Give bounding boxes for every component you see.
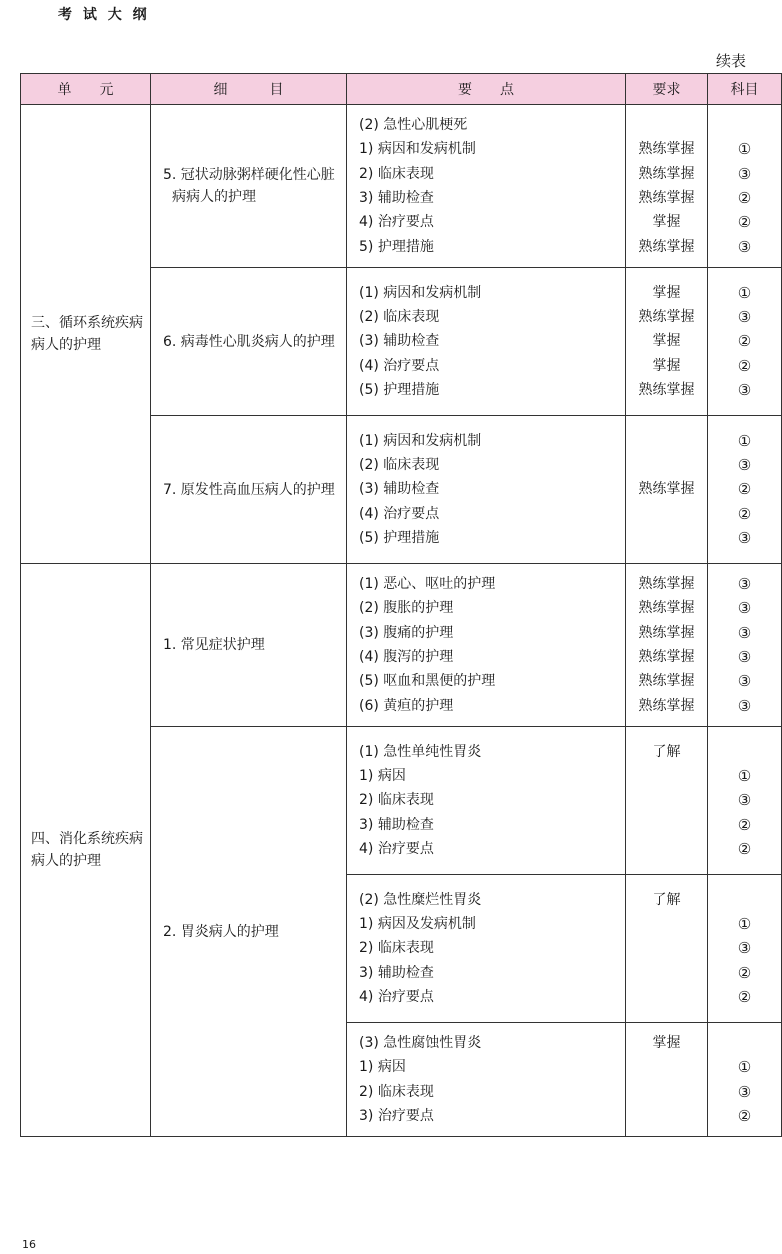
requirement-line: 熟练掌握 [638, 600, 695, 617]
requirement-line: 熟练掌握 [638, 165, 695, 182]
subject-line: ① [737, 283, 752, 302]
points-cell [347, 875, 626, 1023]
point-line: (2) 急性糜烂性胃炎 [359, 891, 482, 908]
table-row [21, 105, 782, 268]
subject-line [708, 113, 781, 137]
item-label: 2. 胃炎病人的护理 [163, 923, 279, 940]
point-line: (2) 临床表现 [359, 309, 440, 326]
subject-line: ③ [737, 164, 752, 183]
requirement-line: 了解 [652, 743, 681, 760]
item-cell [151, 105, 347, 268]
requirement-line: 掌握 [652, 214, 681, 231]
requirement-line: 熟练掌握 [638, 381, 695, 398]
point-line: 2) 临床表现 [359, 940, 434, 957]
requirement-line: 熟练掌握 [638, 141, 695, 158]
point-line: (1) 病因和发病机制 [359, 284, 482, 301]
requirement-line: 熟练掌握 [638, 238, 695, 255]
item-cell [151, 727, 347, 1137]
requirement-line: 熟练掌握 [638, 673, 695, 690]
point-line: (1) 恶心、呕吐的护理 [359, 576, 496, 593]
requirement-line: 掌握 [652, 333, 681, 350]
subject-line: ② [737, 963, 752, 982]
unit-cell [21, 105, 151, 564]
subject-line: ③ [737, 672, 752, 691]
subject-line: ③ [737, 575, 752, 594]
point-line: (3) 辅助检查 [359, 481, 440, 498]
subject-line: ② [737, 213, 752, 232]
point-line: 4) 治疗要点 [359, 214, 434, 231]
point-line: (4) 治疗要点 [359, 505, 440, 522]
subject-line: ③ [737, 623, 752, 642]
requirement-line: 熟练掌握 [638, 190, 695, 206]
point-line: (4) 治疗要点 [359, 357, 440, 374]
item-cell [151, 416, 347, 564]
unit-label: 四、消化系统疾病病人的护理 [31, 831, 143, 869]
requirement-cell [626, 105, 708, 268]
requirement-line: 掌握 [652, 1034, 681, 1051]
requirement-line [626, 936, 707, 960]
points-cell [347, 564, 626, 727]
point-line: 1) 病因和发病机制 [359, 141, 476, 158]
point-line: (3) 急性腐蚀性胃炎 [359, 1034, 482, 1051]
points-cell [347, 105, 626, 268]
subject-line: ③ [737, 380, 752, 399]
point-line: (1) 急性单纯性胃炎 [359, 743, 482, 760]
points-cell [347, 1023, 626, 1137]
point-line: 5) 护理措施 [359, 238, 434, 255]
subject-cell [708, 105, 782, 268]
subject-line: ③ [737, 237, 752, 256]
subject-line: ③ [737, 528, 752, 547]
item-label: 5. 冠状动脉粥样硬化性心脏病病人的护理 [163, 167, 335, 205]
subject-line: ③ [737, 696, 752, 715]
requirement-line [626, 912, 707, 936]
subject-line: ③ [737, 791, 752, 810]
requirement-cell [626, 416, 708, 564]
running-head: 考 试 大 纲 [58, 7, 150, 23]
subject-cell [708, 268, 782, 416]
subject-line: ② [737, 480, 752, 499]
subject-line [708, 1031, 781, 1055]
page-number: 16 [22, 1238, 36, 1251]
subject-cell [708, 875, 782, 1023]
point-line: (3) 辅助检查 [359, 333, 440, 350]
requirement-cell [626, 875, 708, 1023]
subject-line: ② [737, 839, 752, 858]
point-line: (5) 呕血和黑便的护理 [359, 673, 496, 690]
requirement-line [626, 837, 707, 861]
subject-line: ① [737, 767, 752, 786]
subject-cell [708, 564, 782, 727]
points-cell [347, 416, 626, 564]
subject-cell [708, 416, 782, 564]
requirement-line [626, 1104, 707, 1128]
subject-line: ③ [737, 1082, 752, 1101]
subject-line: ① [737, 431, 752, 450]
point-line: (3) 腹痛的护理 [359, 624, 454, 641]
point-line: (2) 腹胀的护理 [359, 600, 454, 617]
requirement-line [626, 764, 707, 788]
requirement-line: 熟练掌握 [638, 309, 695, 326]
subject-line [708, 740, 781, 764]
syllabus-table [20, 73, 782, 1137]
requirement-line: 熟练掌握 [638, 697, 695, 714]
header-row [21, 74, 782, 105]
header-unit: 单 元 [21, 74, 151, 105]
requirement-line: 熟练掌握 [638, 649, 695, 665]
point-line: 4) 治疗要点 [359, 840, 434, 857]
subject-line: ③ [737, 648, 752, 666]
requirement-cell [626, 727, 708, 875]
subject-line: ② [737, 189, 752, 207]
point-line: (5) 护理措施 [359, 529, 440, 546]
point-line: 3) 辅助检查 [359, 964, 434, 981]
header-item: 细 目 [151, 74, 347, 105]
item-label: 6. 病毒性心肌炎病人的护理 [163, 333, 335, 350]
requirement-line: 了解 [652, 891, 681, 908]
subject-cell [708, 727, 782, 875]
point-line: 2) 临床表现 [359, 792, 434, 809]
requirement-cell [626, 1023, 708, 1137]
point-line: 4) 治疗要点 [359, 988, 434, 1005]
subject-line: ② [737, 356, 752, 375]
item-cell [151, 564, 347, 727]
subject-line: ③ [737, 456, 752, 475]
points-cell [347, 727, 626, 875]
header-subject: 科目 [708, 74, 782, 105]
requirement-line: 掌握 [652, 284, 681, 301]
point-line: 3) 治疗要点 [359, 1107, 434, 1124]
subject-line: ① [737, 140, 752, 159]
subject-line: ② [737, 504, 752, 523]
subject-line: ③ [737, 599, 752, 618]
requirement-line: 掌握 [652, 357, 681, 374]
point-line: (1) 病因和发病机制 [359, 432, 482, 449]
point-line: 1) 病因 [359, 1059, 406, 1076]
table-row [21, 564, 782, 727]
point-line: (6) 黄疸的护理 [359, 697, 454, 714]
subject-line: ① [737, 915, 752, 934]
requirement-line [626, 788, 707, 812]
point-line: 3) 辅助检查 [359, 816, 434, 833]
item-cell [151, 268, 347, 416]
unit-label: 三、循环系统疾病病人的护理 [31, 315, 143, 353]
points-cell [347, 268, 626, 416]
point-line: (2) 临床表现 [359, 457, 440, 474]
item-label: 7. 原发性高血压病人的护理 [163, 481, 335, 498]
requirement-line [626, 961, 707, 985]
unit-cell [21, 564, 151, 1137]
requirement-line: 熟练掌握 [638, 576, 695, 593]
subject-line: ② [737, 1106, 752, 1125]
requirement-line: 熟练掌握 [638, 481, 695, 498]
subject-line: ① [737, 1058, 752, 1077]
requirement-line [626, 1055, 707, 1079]
requirement-cell [626, 268, 708, 416]
point-line: 1) 病因 [359, 768, 406, 785]
point-line: 3) 辅助检查 [359, 190, 434, 206]
subject-line: ② [737, 987, 752, 1006]
point-line: 2) 临床表现 [359, 165, 434, 182]
point-line: (2) 急性心肌梗死 [359, 117, 468, 134]
requirement-line: 熟练掌握 [638, 624, 695, 641]
subject-cell [708, 1023, 782, 1137]
header-requirement: 要求 [626, 74, 708, 105]
requirement-line [626, 1080, 707, 1104]
subject-line: ② [737, 332, 752, 351]
point-line: 2) 临床表现 [359, 1083, 434, 1100]
item-label: 1. 常见症状护理 [163, 637, 265, 653]
continued-label: 续表 [716, 52, 747, 70]
subject-line: ③ [737, 308, 752, 327]
header-points: 要 点 [347, 74, 626, 105]
point-line: (5) 护理措施 [359, 381, 440, 398]
subject-line: ② [737, 815, 752, 834]
requirement-line [626, 813, 707, 837]
point-line: (4) 腹泻的护理 [359, 649, 454, 665]
requirement-line [626, 985, 707, 1009]
requirement-cell [626, 564, 708, 727]
subject-line: ③ [737, 939, 752, 958]
point-line: 1) 病因及发病机制 [359, 916, 476, 933]
requirement-line [626, 113, 707, 137]
subject-line [708, 888, 781, 912]
